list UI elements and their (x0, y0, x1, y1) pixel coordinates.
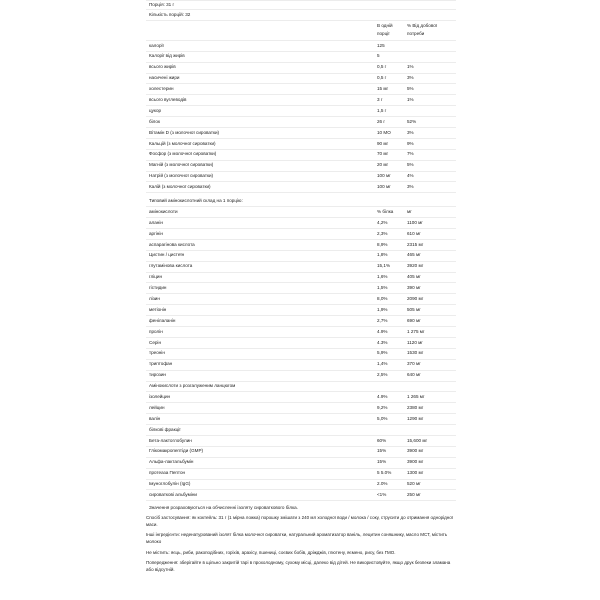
cell-mg: 1 265 мг (407, 394, 425, 400)
cell-name: треонін (149, 350, 165, 356)
cell-pct: 2,7% (377, 317, 388, 323)
cell-pct: 5,0% (377, 415, 388, 421)
cell-amount: 0,5 г (377, 64, 387, 70)
table-row (146, 229, 456, 240)
cell-pct: 15,1% (377, 263, 391, 269)
table-row (146, 480, 456, 491)
cell-name: Калорії від жирів (149, 53, 185, 59)
bcaa-table (146, 392, 456, 425)
table-row (146, 63, 456, 74)
cell-pct: 5 5.0% (377, 470, 392, 476)
cell-pct: <1% (377, 492, 387, 498)
cell-amount: 26 г (377, 118, 386, 124)
table-row (146, 392, 456, 403)
servings-count-row (146, 10, 456, 21)
cell-pct: 8,9% (377, 241, 388, 247)
nutrition-table (146, 41, 456, 193)
cell-mg: 2090 мг (407, 296, 424, 302)
daily-value-header: % Від добової потреби (407, 22, 438, 37)
table-row (146, 240, 456, 251)
calculation-note: Значення розраховуються на обчисленні ізоляту сироваткового білка. (149, 505, 299, 511)
cell-mg: 640 мг (407, 372, 421, 378)
cell-name: метіонін (149, 306, 167, 312)
table-row (146, 74, 456, 85)
cell-name: цукор (149, 107, 162, 113)
cell-name: Вітамін D (з молочної сироватки) (149, 129, 220, 135)
cell-mg: 465 мг (407, 252, 421, 258)
cell-amount: 90 мг (377, 140, 389, 146)
table-row (146, 182, 456, 193)
cell-mg: 520 мг (407, 481, 421, 487)
cell-pct: 8,0% (377, 296, 388, 302)
cell-mg: 405 мг (407, 274, 421, 280)
amino-title: Типовий амінокислотний склад на 1 порцію: (149, 198, 243, 203)
usage-text: Спосіб застосування: як коктейль: 31 г (1 мірна ложка) порошку змішати з 240 мл холодної води / молока / соку, струсити до отримання однорідної маси. (146, 515, 453, 527)
cell-pct: 1,4% (377, 361, 388, 367)
cell-name: фенілаланін (149, 317, 176, 323)
bcaa-title-row: Амінокислоти з розгалуженим ланцюгом (146, 382, 456, 393)
cell-daily: 7% (407, 151, 414, 157)
serving-size: Порція: 31 г (149, 1, 175, 7)
cell-mg: 1 275 мг (407, 328, 425, 334)
cell-name: сироваткові альбуміни (149, 492, 197, 498)
cell-name: Імуноглобулін (IgG) (149, 481, 191, 487)
cell-name: всього жирів (149, 64, 176, 70)
cell-name: гліцин (149, 274, 163, 280)
table-row (146, 490, 456, 501)
cell-name: холестерин (149, 86, 174, 92)
cell-mg: 505 мг (407, 306, 421, 312)
table-row (146, 469, 456, 480)
table-row (146, 150, 456, 161)
cell-mg: 1300 мг (407, 470, 424, 476)
cell-amount: 100 мг (377, 173, 391, 179)
table-row (146, 262, 456, 273)
cell-daily: 5% (407, 86, 414, 92)
table-row (146, 128, 456, 139)
cell-amount: 20 мг (377, 162, 389, 168)
table-row (146, 414, 456, 425)
table-row (146, 283, 456, 294)
table-row (146, 436, 456, 447)
cell-name: всього вуглеводів (149, 96, 187, 102)
cell-daily: 3% (407, 184, 414, 190)
cell-name: ізолейцин (149, 394, 171, 400)
free-from-text: Не містить: яєць, риби, ракоподібних, горіхів, арахісу, пшениці, соєвих бобів, дріжджів, глютену, яємено, рису, без ГМО. (146, 549, 396, 555)
cell-pct: 1,9% (377, 306, 388, 312)
table-row (146, 447, 456, 458)
cell-amount: 0,5 г (377, 75, 387, 81)
cell-name: Цистин / цистеїн (149, 252, 185, 258)
cell-mg: 15,600 мг (407, 437, 428, 443)
cell-mg: 690 мг (407, 317, 421, 323)
cell-pct: 5,9% (377, 350, 388, 356)
table-row (146, 360, 456, 371)
cell-pct: 4.9% (377, 328, 388, 334)
cell-name: насичені жири (149, 75, 180, 81)
cell-pct: 1,8% (377, 252, 388, 258)
table-row (146, 338, 456, 349)
table-row (146, 172, 456, 183)
cell-name: Кальцій (з молочної сироватки) (149, 140, 216, 146)
per-serving-header: В одній порції (377, 22, 393, 37)
cell-name: валін (149, 415, 161, 421)
cell-mg: 370 мг (407, 361, 421, 367)
table-row (146, 106, 456, 117)
cell-name: Калій (з молочної сироватки) (149, 184, 211, 190)
cell-amount: 10 МО (377, 129, 391, 135)
table-row (146, 251, 456, 262)
table-row (146, 458, 456, 469)
serving-size-row (146, 0, 456, 10)
cell-amount: 100 мг (377, 184, 391, 190)
column-header-row (146, 21, 456, 41)
cell-pct: 1,5% (377, 285, 388, 291)
cell-daily: 3% (407, 75, 414, 81)
amino-title-row (146, 196, 456, 207)
cell-pct: 4.9% (377, 394, 388, 400)
cell-mg: 250 мг (407, 492, 421, 498)
cell-name: Фосфор (з молочної сироватки) (149, 151, 217, 157)
cell-mg: 1530 мг (407, 350, 424, 356)
cell-name: лейцин (149, 404, 165, 410)
fractions-table (146, 436, 456, 501)
cell-pct: 2.0% (377, 481, 388, 487)
cell-amount: 15 мг (377, 86, 389, 92)
cell-daily: 3% (407, 129, 414, 135)
cell-pct: 2,5% (377, 372, 388, 378)
cell-name: Глікомакропептіди (GMP) (149, 448, 204, 454)
table-row (146, 316, 456, 327)
amino-table (146, 218, 456, 381)
table-row (146, 117, 456, 128)
cell-name: калорії (149, 42, 164, 48)
table-row (146, 161, 456, 172)
cell-name: тирозин (149, 372, 166, 378)
cell-name: лізин (149, 296, 160, 302)
cell-name: Альфа-лактальбумін (149, 459, 194, 465)
cell-pct: 60% (377, 437, 387, 443)
servings-count: Кількість порцій: 32 (149, 11, 191, 17)
amino-header-row: амінокислоти % білка мг (146, 207, 456, 218)
cell-mg: 610 мг (407, 230, 421, 236)
cell-mg: 2380 мг (407, 404, 424, 410)
cell-name: білок (149, 118, 160, 124)
cell-amount: 3 г (377, 96, 383, 102)
cell-daily: 9% (407, 140, 414, 146)
cell-mg: 390 мг (407, 285, 421, 291)
cell-mg: 3920 мг (407, 263, 424, 269)
cell-mg: 3900 мг (407, 448, 424, 454)
table-row (146, 273, 456, 284)
cell-pct: 9,2% (377, 404, 388, 410)
cell-mg: 1290 мг (407, 415, 424, 421)
cell-daily: 52% (407, 118, 417, 124)
cell-amount: 70 мг (377, 151, 389, 157)
supplement-facts (146, 0, 456, 573)
cell-daily: 5% (407, 162, 414, 168)
cell-name: аспарагінова кислота (149, 241, 195, 247)
cell-amount: 1,5 г (377, 107, 387, 113)
table-row (146, 403, 456, 414)
table-row (146, 139, 456, 150)
cell-name: пролін (149, 328, 163, 334)
cell-mg: 2315 мг (407, 241, 424, 247)
table-row (146, 84, 456, 95)
cell-daily: 1% (407, 64, 414, 70)
cell-name: аргінін (149, 230, 163, 236)
table-row (146, 95, 456, 106)
cell-pct: 15% (377, 448, 387, 454)
cell-name: Натрій (з молочної сироватки) (149, 173, 214, 179)
cell-pct: 2,3% (377, 230, 388, 236)
cell-name: Серін (149, 339, 161, 345)
cell-name: Бета-лактоглобулин (149, 437, 192, 443)
table-row (146, 294, 456, 305)
table-row (146, 349, 456, 360)
cell-name: гістидин (149, 285, 167, 291)
cell-name: триптофан (149, 361, 173, 367)
warning-text: Попередження: зберігайте в щільно закритій тарі в прохолодному, сухому місці, далеко від дітей. Не використовуйте, якщо друк безпеки зламана або відсутній. (146, 560, 451, 572)
table-row (146, 371, 456, 382)
cell-daily: 4% (407, 173, 414, 179)
cell-daily: 1% (407, 96, 414, 102)
cell-name: аланін (149, 219, 163, 225)
table-row (146, 218, 456, 229)
cell-pct: 15% (377, 459, 387, 465)
cell-amount: 5 (377, 53, 380, 59)
ingredients-text: Інші інгредієнти: неденатурований ізолят білка молочної сироватки, натуральний ароматизатор ваніль, лецитин соняшнику, масло МСТ, містить молоко (146, 532, 448, 545)
fractions-title-row: білкові фракції (146, 425, 456, 436)
cell-pct: 1,6% (377, 274, 388, 280)
table-row (146, 327, 456, 338)
cell-pct: 4,2% (377, 219, 388, 225)
cell-mg: 3900 мг (407, 459, 424, 465)
cell-name: Магній (з молочної сироватки) (149, 162, 214, 168)
table-row (146, 41, 456, 52)
table-row (146, 52, 456, 63)
cell-name: протеаза Пептон (149, 470, 186, 476)
table-row (146, 305, 456, 316)
cell-pct: 4.3% (377, 339, 388, 345)
cell-name: глутамінова кислота (149, 263, 193, 269)
cell-mg: 1120 мг (407, 339, 423, 345)
cell-mg: 1100 мг (407, 219, 423, 225)
cell-amount: 125 (377, 42, 385, 48)
